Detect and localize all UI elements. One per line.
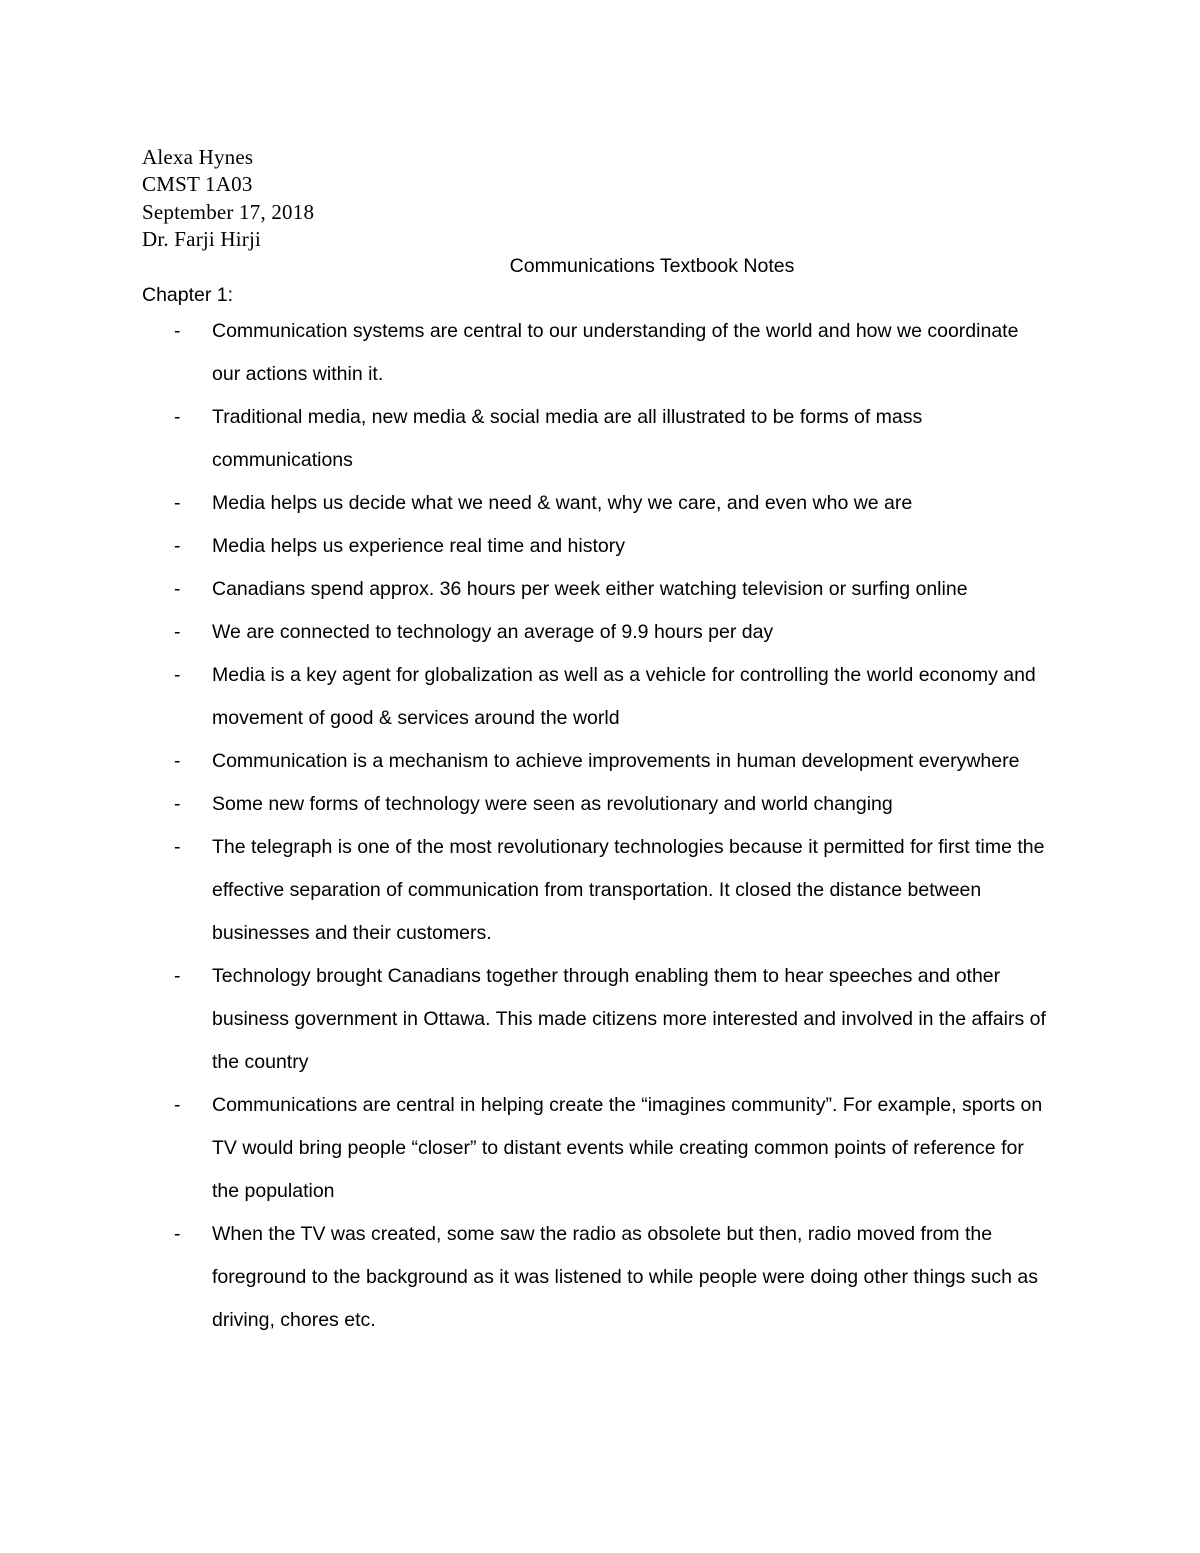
bullet-dash: - xyxy=(174,1223,181,1245)
note-text: We are connected to technology an average of 9.9 hours per day xyxy=(212,621,774,643)
bullet-dash: - xyxy=(174,664,181,686)
list-item xyxy=(0,525,1052,568)
list-item xyxy=(0,955,1052,1084)
list-item xyxy=(0,568,1052,611)
note-text: Media is a key agent for globalization as well as a vehicle for controlling the world economy and movement of good & services around the world xyxy=(212,664,1036,729)
list-item xyxy=(0,396,1052,482)
chapter-heading: Chapter 1: xyxy=(142,284,234,306)
bullet-dash: - xyxy=(174,621,181,643)
bullet-dash: - xyxy=(174,965,181,987)
list-item xyxy=(0,826,1052,955)
note-text: Traditional media, new media & social media are all illustrated to be forms of mass communications xyxy=(212,406,923,471)
list-item xyxy=(0,310,1052,396)
note-text: Communications are central in helping create the “imagines community”. For example, sports on TV would bring people “closer” to distant events while creating common points of reference for the population xyxy=(212,1094,1043,1202)
document-title: Communications Textbook Notes xyxy=(509,255,795,277)
bullet-dash: - xyxy=(174,836,181,858)
note-text: Some new forms of technology were seen as revolutionary and world changing xyxy=(212,793,893,815)
document-date: September 17, 2018 xyxy=(142,199,315,224)
document-header xyxy=(142,144,314,253)
author-name: Alexa Hynes xyxy=(142,145,254,169)
note-text: Media helps us experience real time and history xyxy=(212,535,625,557)
course-code: CMST 1A03 xyxy=(142,172,253,197)
bullet-dash: - xyxy=(174,750,181,772)
bullet-dash: - xyxy=(174,793,181,815)
bullet-dash: - xyxy=(174,535,181,557)
note-text: When the TV was created, some saw the radio as obsolete but then, radio moved from the foreground to the background as it was listened to while people were doing other things such as driving, chores etc. xyxy=(212,1223,1039,1331)
list-item xyxy=(0,1084,1052,1213)
list-item xyxy=(0,611,1052,654)
note-text: Communication systems are central to our understanding of the world and how we coordinate our actions within it. xyxy=(212,320,1019,385)
note-text: Communication is a mechanism to achieve improvements in human development everywhere xyxy=(212,750,1020,772)
bullet-dash: - xyxy=(174,492,181,514)
bullet-dash: - xyxy=(174,320,181,342)
list-item xyxy=(0,654,1052,740)
bullet-dash: - xyxy=(174,1094,181,1116)
bullet-dash: - xyxy=(174,578,181,600)
bullet-dash: - xyxy=(174,406,181,428)
notes-list xyxy=(0,310,1200,1342)
list-item xyxy=(0,1213,1052,1342)
note-text: Canadians spend approx. 36 hours per week either watching television or surfing online xyxy=(212,578,968,600)
note-text: Media helps us decide what we need & want, why we care, and even who we are xyxy=(212,492,913,514)
note-text: Technology brought Canadians together through enabling them to hear speeches and other business government in Ottawa. This made citizens more interested and involved in the affairs of the country xyxy=(212,965,1046,1073)
instructor-name: Dr. Farji Hirji xyxy=(142,226,262,251)
note-text: The telegraph is one of the most revolutionary technologies because it permitted for first time the effective separation of communication from transportation. It closed the distance between businesses and their customers. xyxy=(212,836,1045,944)
list-item xyxy=(0,783,1052,826)
list-item xyxy=(0,740,1052,783)
list-item xyxy=(0,482,1052,525)
